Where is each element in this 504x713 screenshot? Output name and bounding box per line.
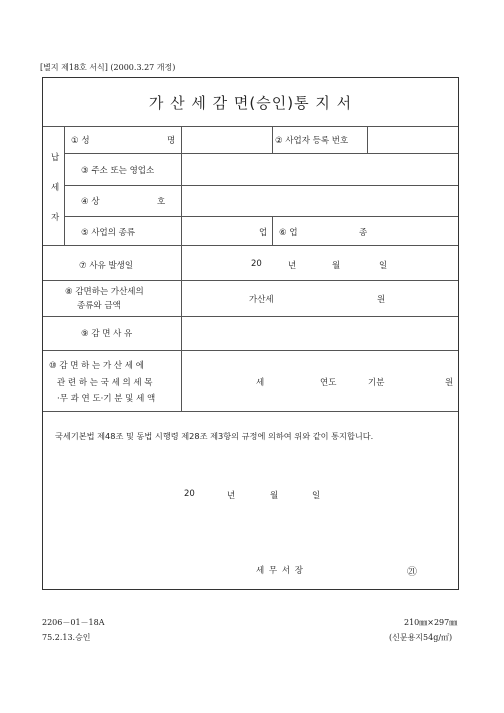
- related-tax-label-line2: 관 련 하 는 국 세 의 세 목: [57, 378, 153, 388]
- notice-form: [42, 77, 459, 590]
- form-header-note: [별지 제18호 서식] (2000.3.27 개정): [40, 63, 176, 72]
- divider: [272, 216, 273, 245]
- notice-text: 국세기본법 제48조 및 동법 시행령 제28조 제3항의 규정에 의하여 위와 같이 통지합니다.: [55, 431, 374, 441]
- name-label-end: 명: [167, 136, 176, 146]
- divider: [181, 126, 182, 411]
- divider: [64, 216, 458, 217]
- notice-day-unit: 일: [312, 491, 321, 501]
- item-label-end: 종: [359, 228, 368, 238]
- notice-year-unit: 년: [227, 491, 236, 501]
- business-type-suffix: 업: [259, 228, 268, 238]
- penalty-amount-prefix: 가산세: [249, 295, 274, 305]
- divider: [43, 280, 458, 281]
- form-title: 가 산 세 감 면(승인)통 지 서: [148, 94, 353, 112]
- name-label: ① 성: [71, 136, 90, 146]
- divider: [64, 126, 65, 245]
- related-tax-year-label: 연도: [320, 378, 337, 388]
- form-code: 2206－01－18A: [42, 618, 105, 627]
- reduction-reason-label: ⑨ 감 면 사 유: [81, 329, 133, 339]
- penalty-label-line1: ⑧ 감면하는 가산세의: [65, 287, 144, 297]
- occurrence-year-unit: 년: [288, 261, 297, 271]
- seal-mark: ㉑: [407, 567, 417, 578]
- divider: [64, 185, 458, 186]
- occurrence-year-prefix: 20: [251, 259, 262, 269]
- item-label: ⑥ 업: [279, 228, 298, 238]
- related-tax-label-line3: ·무 과 연 도·기 분 및 세 액: [57, 394, 156, 404]
- occurrence-month-unit: 월: [332, 261, 341, 271]
- notice-month-unit: 월: [270, 491, 279, 501]
- address-label: ③ 주소 또는 영업소: [81, 166, 155, 176]
- related-tax-label-line1: ⑩ 감 면 하 는 가 산 세 에: [49, 361, 144, 371]
- divider: [43, 350, 458, 351]
- divider: [272, 126, 273, 153]
- notice-year-prefix: 20: [184, 489, 195, 499]
- occurrence-date-label: ⑦ 사유 발생일: [79, 261, 134, 271]
- divider: [367, 126, 368, 153]
- divider: [43, 126, 458, 127]
- paper-type: (신문용지54g/㎡): [389, 633, 453, 642]
- divider: [43, 411, 458, 412]
- related-tax-period-label: 기분: [368, 378, 385, 388]
- paper-size: 210㎜×297㎜: [404, 618, 458, 627]
- penalty-amount-unit: 원: [377, 295, 386, 305]
- trade-name-label: ④ 상: [81, 197, 100, 207]
- divider: [43, 316, 458, 317]
- related-tax-item-label: 세: [256, 378, 265, 388]
- trade-name-label-end: 호: [157, 197, 166, 207]
- approval-date: 75.2.13.승인: [42, 633, 91, 642]
- penalty-label-line2: 종류와 금액: [77, 301, 121, 311]
- taxpayer-label-char: 납: [51, 153, 60, 163]
- business-number-label: ② 사업자 등록 번호: [275, 136, 349, 146]
- divider: [43, 245, 458, 246]
- taxpayer-label-char: 세: [51, 183, 60, 193]
- related-tax-amount-unit: 원: [445, 378, 454, 388]
- divider: [64, 153, 458, 154]
- tax-office-head: 세 무 서 장: [256, 566, 304, 576]
- occurrence-day-unit: 일: [379, 261, 388, 271]
- business-type-label: ⑤ 사업의 종류: [81, 228, 136, 238]
- taxpayer-label-char: 자: [51, 213, 60, 223]
